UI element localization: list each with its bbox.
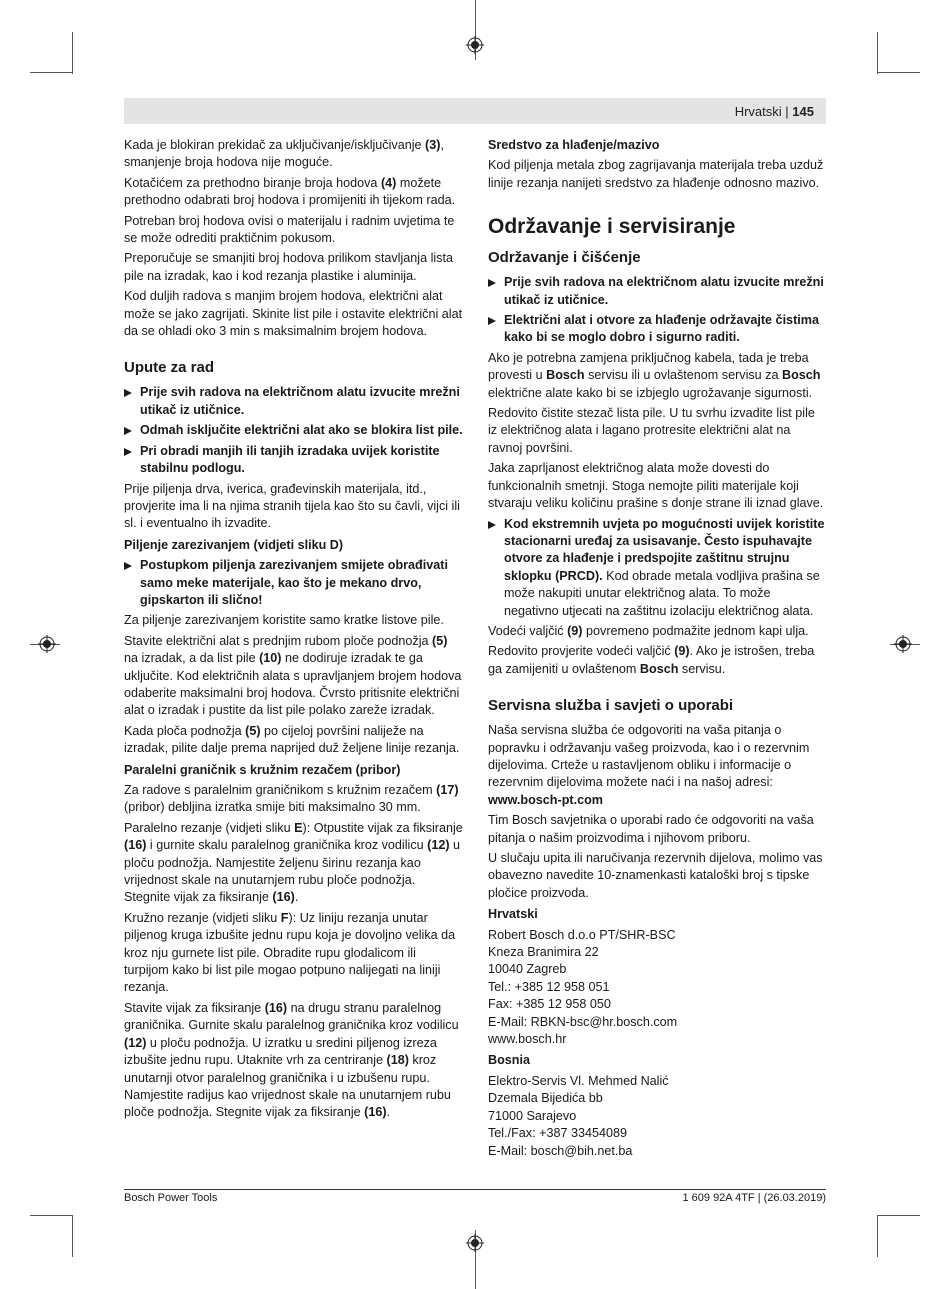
- crop-mark: [72, 32, 73, 74]
- footer-divider: [124, 1189, 826, 1190]
- address-line: Kneza Branimira 22: [488, 945, 599, 960]
- bullet-triangle-icon: [124, 448, 132, 456]
- paragraph: Za piljenje zarezivanjem koristite samo kratke listove pile.: [124, 613, 444, 628]
- header-separator: |: [785, 104, 789, 119]
- section-heading: Upute za rad: [124, 359, 215, 377]
- paragraph: Stavite vijak za fiksiranje (16) na drugu stranu paralelnog graničnika. Gurnite skalu paralelnog graničnika kroz vodilicu (12) u ploču podnožja. U izratku u sredini piljenog izreza izbušite jednu rupu. Utaknite vrh za centriranje (18) kroz unutarnji otvor paralelnog graničnika i u izbušenu rupu. Namjestite radijus kao vrijednost skale na unutarnjem rubu ploče podnožja. Stegnite vijak za fiksiranje (16).: [124, 1000, 459, 1120]
- paragraph: Stavite električni alat s prednjim rubom ploče podnožja (5) na izradak, a da list pile (10) ne dodiruje izradak te ga uključite. Kod električnih alata s upravljanjem brojem hodova odaberite maksimalni broj hodova. Čvrsto pritisnite električni alat o izradak i pustite da list pile polako zareže izradak.: [124, 633, 462, 718]
- country-heading: Hrvatski: [488, 907, 538, 922]
- paragraph: Ako je potrebna zamjena priključnog kabela, tada je treba provesti u Bosch servisu ili u ovlaštenom servisu za Bosch električne alate kako bi se izbjeglo ugrožavanje sigurnosti.: [488, 350, 821, 400]
- registration-mark-icon: [466, 1234, 484, 1252]
- footer-brand: Bosch Power Tools: [124, 1192, 218, 1204]
- paragraph: Kotačićem za prethodno biranje broja hodova (4) možete prethodno odabrati broj hodova i promijeniti ih tijekom rada.: [124, 175, 456, 208]
- bullet-triangle-icon: [488, 279, 496, 287]
- paragraph: Kod piljenja metala zbog zagrijavanja materijala treba uzduž linije rezanja nanijeti sredstvo za hlađenje odnosno mazivo.: [488, 158, 824, 190]
- crop-mark: [72, 1215, 73, 1257]
- paragraph: Jaka zaprljanost električnog alata može dovesti do funkcionalnih smetnji. Stoga nemojte piliti materijale koji stvaraju veliku količinu prašine s donje strane ili iznad glave.: [488, 461, 824, 511]
- subsection-heading: Sredstvo za hlađenje/mazivo: [488, 138, 660, 152]
- address-line: Robert Bosch d.o.o PT/SHR-BSC: [488, 927, 676, 942]
- paragraph: Paralelno rezanje (vidjeti sliku E): Otpustite vijak za fiksiranje (16) i gurnite skalu paralelnog graničnika kroz vodilicu (12) u ploču podnožja. Namjestite željenu širinu rezanja kao vrijednost skale na unutarnjem rubu ploče podnožja. Stegnite vijak za fiksiranje (16).: [124, 820, 463, 905]
- paragraph: Kada je blokiran prekidač za uključivanje/isključivanje (3), smanjenje broja hodova nije moguće.: [124, 138, 444, 170]
- address-line: Elektro-Servis Vl. Mehmed Nalić: [488, 1073, 669, 1088]
- address-block: [488, 927, 826, 1049]
- paragraph: Naša servisna služba će odgovoriti na vaša pitanja o popravku i održavanju vašeg proizvoda, kao i o rezervnim dijelovima. Crteže u rastavljenom obliku i informacije o rezervnim dijelovima možete naći i na našoj adresi:: [488, 723, 810, 790]
- subsection-heading: Piljenje zarezivanjem (vidjeti sliku D): [124, 537, 344, 552]
- left-column: [124, 137, 464, 1125]
- warning-bullet: Električni alat i otvore za hlađenje održavajte čistima kako bi se moglo dobro i sigurno raditi.: [488, 312, 826, 347]
- paragraph: Redovito provjerite vodeći valjčić (9). Ako je istrošen, treba ga zamijeniti u ovlaštenom Bosch servisu.: [488, 644, 815, 676]
- warning-bullet: Kod ekstremnih uvjeta po mogućnosti uvijek koristite stacionarni uređaj za usisavanje. Često ispuhavajte otvore za hlađenje i predspojite zaštitnu strujnu sklopku (PRCD). Kod obrade metala vodljiva prašina se može nakupiti unutar električnog alata. To može negativno utjecati na zaštitnu izolaciju električnog alata.: [488, 516, 826, 620]
- bullet-triangle-icon: [124, 389, 132, 397]
- warning-bullet: Postupkom piljenja zarezivanjem smijete obrađivati samo meke materijale, kao što je mekano drvo, gipskarton ili slično!: [124, 557, 464, 609]
- crop-mark: [877, 32, 878, 74]
- footer-doc-number: 1 609 92A 4TF | (26.03.2019): [682, 1192, 826, 1204]
- paragraph: Preporučuje se smanjiti broj hodova prilikom stavljanja lista pile na izradak, kao i kod rezanja plastike i aluminija.: [124, 251, 453, 283]
- warning-bullet: Odmah isključite električni alat ako se blokira list pile.: [124, 422, 464, 439]
- country-heading: Bosnia: [488, 1053, 530, 1068]
- warning-bullet: Prije svih radova na električnom alatu izvucite mrežni utikač iz utičnice.: [488, 274, 826, 309]
- page-number: 145: [792, 104, 814, 119]
- crop-mark: [878, 72, 920, 73]
- bullet-triangle-icon: [124, 562, 132, 570]
- paragraph: Kružno rezanje (vidjeti sliku F): Uz liniju rezanja unutar piljenog kruga izbušite jednu rupu koja je dovoljno velika da kroz nju gurnete list pile. Obradite rupu glodalicom ili turpijom kako bi list pile mogao potpuno nalijegati na liniji rezanja.: [124, 910, 456, 995]
- warning-bullet: Pri obradi manjih ili tanjih izradaka uvijek koristite stabilnu podlogu.: [124, 443, 464, 478]
- address-line: 10040 Zagreb: [488, 962, 567, 977]
- page-header: [735, 104, 814, 119]
- right-column: [488, 137, 826, 1160]
- address-line: Tel./Fax: +387 33454089: [488, 1126, 627, 1141]
- paragraph: Kada ploča podnožja (5) po cijeloj površini naliježe na izradak, pilite dalje prema naprijed duž željene linije rezanja.: [124, 723, 460, 756]
- registration-mark-icon: [38, 635, 56, 653]
- bullet-triangle-icon: [124, 427, 132, 435]
- address-block: [488, 1073, 826, 1160]
- paragraph: Prije piljenja drva, iverica, građevinskih materijala, itd., provjerite ima li na njima stranih tijela kao što su čavli, vijci ili sl. i eventualno ih izvadite.: [124, 481, 460, 531]
- crop-mark: [30, 72, 72, 73]
- registration-mark-icon: [894, 635, 912, 653]
- bullet-triangle-icon: [488, 521, 496, 529]
- subsection-heading: Paralelni graničnik s kružnim rezačem (pribor): [124, 762, 401, 777]
- paragraph: Potreban broj hodova ovisi o materijalu i radnim uvjetima te se može odrediti praktičnim pokusom.: [124, 213, 455, 246]
- warning-bullet: Prije svih radova na električnom alatu izvucite mrežni utikač iz utičnice.: [124, 384, 464, 419]
- crop-mark: [877, 1215, 878, 1257]
- website-link[interactable]: www.bosch-pt.com: [488, 792, 603, 807]
- paragraph: Redovito čistite stezač lista pile. U tu svrhu izvadite list pile iz električnog alata i lagano protresite električni alat na ravnoj površini.: [488, 406, 815, 455]
- crop-mark: [30, 1215, 72, 1216]
- email-link[interactable]: E-Mail: RBKN-bsc@hr.bosch.com: [488, 1014, 678, 1029]
- section-heading: Servisna služba i savjeti o uporabi: [488, 697, 734, 715]
- address-line: Tel.: +385 12 958 051: [488, 979, 610, 994]
- registration-mark-icon: [466, 36, 484, 54]
- header-language: Hrvatski: [734, 104, 782, 119]
- paragraph: Tim Bosch savjetnika o uporabi rado će odgovoriti na vaša pitanja o našim proizvodima i njihovom priboru.: [488, 813, 814, 845]
- address-line: 71000 Sarajevo: [488, 1108, 577, 1123]
- paragraph: U slučaju upita ili naručivanja rezervnih dijelova, molimo vas obavezno navedite 10-znamenkasti kataloški broj s tipske pločice proizvoda.: [488, 851, 823, 900]
- chapter-heading: Održavanje i servisiranje: [488, 215, 736, 239]
- address-line: Dzemala Bijedića bb: [488, 1091, 603, 1106]
- header-bar: [124, 98, 826, 124]
- address-line: Fax: +385 12 958 050: [488, 997, 611, 1012]
- crop-mark: [878, 1215, 920, 1216]
- email-link[interactable]: E-Mail: bosch@bih.net.ba: [488, 1143, 633, 1158]
- website-link[interactable]: www.bosch.hr: [488, 1032, 567, 1047]
- bullet-triangle-icon: [488, 317, 496, 325]
- section-heading: Održavanje i čišćenje: [488, 249, 641, 267]
- paragraph: Za radove s paralelnim graničnikom s kružnim rezačem (17) (pribor) debljina izratka smije biti maksimalno 30 mm.: [124, 783, 459, 815]
- paragraph: Kod duljih radova s manjim brojem hodova, električni alat može se jako zagrijati. Skinite list pile i ostavite električni alat da se ohladi oko 3 min s maksimalnim brojem hodova.: [124, 289, 463, 339]
- paragraph: Vodeći valjčić (9) povremeno podmažite jednom kapi ulja.: [488, 623, 809, 638]
